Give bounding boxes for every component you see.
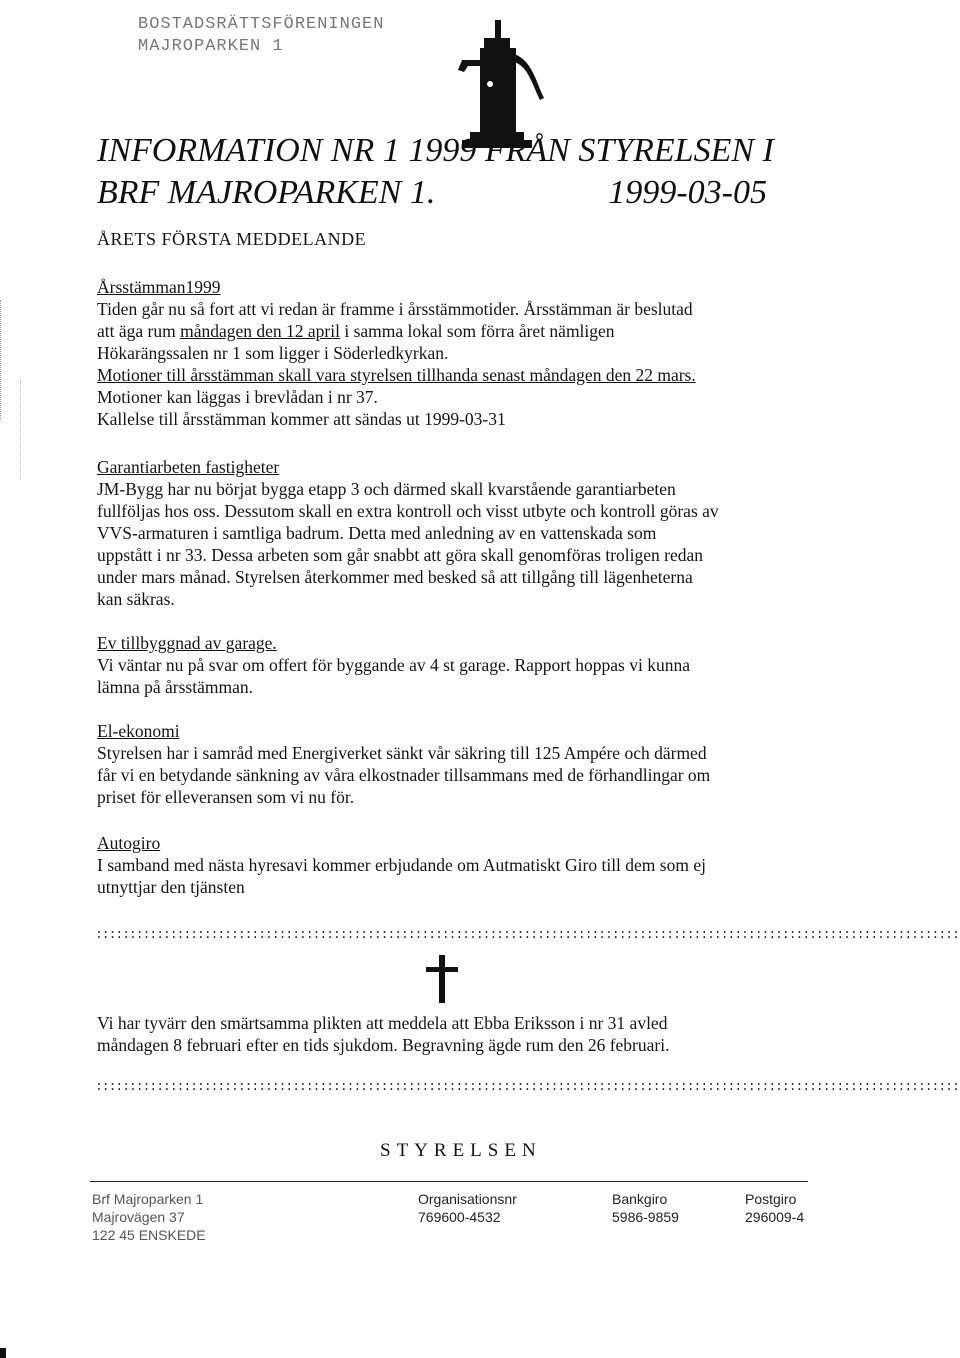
garage-line2: lämna på årsstämman. bbox=[97, 677, 253, 697]
postgiro-label: Postgiro bbox=[745, 1191, 797, 1207]
bankgiro-value: 5986-9859 bbox=[612, 1209, 679, 1225]
footer-address bbox=[92, 1190, 206, 1244]
title-line2: BRF MAJROPARKEN 1. bbox=[97, 174, 436, 211]
autogiro-line1: I samband med nästa hyresavi kommer erbjudande om Autmatiskt Giro till dem som ej bbox=[97, 855, 706, 875]
garage-heading: Ev tillbyggnad av garage. bbox=[97, 633, 277, 653]
org-number-value: 769600-4532 bbox=[418, 1209, 501, 1225]
el-line1: Styrelsen har i samråd med Energiverket sänkt vår säkring till 125 Ampére och därmed bbox=[97, 743, 707, 763]
signature: STYRELSEN bbox=[380, 1140, 542, 1161]
section-garage bbox=[97, 632, 837, 698]
arsstamman-line1: Tiden går nu så fort att vi redan är framme i årsstämmotider. Årsstämman är beslutad bbox=[97, 299, 693, 319]
autogiro-line2: utnyttjar den tjänsten bbox=[97, 877, 245, 897]
address-line3: 122 45 ENSKEDE bbox=[92, 1227, 206, 1243]
postgiro-value: 296009-4 bbox=[745, 1209, 805, 1225]
cross-icon bbox=[424, 955, 460, 1003]
garanti-line6: kan säkras. bbox=[97, 589, 175, 609]
el-line3: priset för elleveransen som vi nu för. bbox=[97, 787, 355, 807]
summons-date: Kallelse till årsstämman kommer att sändas ut 1999-03-31 bbox=[97, 409, 506, 429]
footer-postgiro bbox=[745, 1190, 804, 1226]
scan-corner-mark bbox=[0, 1348, 6, 1358]
motion-deadline: Motioner till årsstämman skall vara styrelsen tillhanda senast måndagen den 22 mars. bbox=[97, 365, 696, 385]
garanti-line5: under mars månad. Styrelsen återkommer med besked så att tillgång till lägenheterna bbox=[97, 567, 693, 587]
garanti-heading: Garantiarbeten fastigheter bbox=[97, 457, 280, 477]
document-title bbox=[97, 130, 797, 214]
scan-margin-mark bbox=[0, 300, 9, 420]
garanti-line2: fullföljas hos oss. Dessutom skall en extra kontroll och visst utbyte och kontroll göras av bbox=[97, 501, 719, 521]
el-heading: El-ekonomi bbox=[97, 721, 180, 741]
el-line2: får vi en betydande sänkning av våra elkostnader tillsammans med de förhandlingar om bbox=[97, 765, 711, 785]
title-line1: INFORMATION NR 1 1999 FRÅN STYRELSEN I bbox=[97, 132, 774, 169]
intro-heading: ÅRETS FÖRSTA MEDDELANDE bbox=[97, 229, 367, 249]
text-span: i samma lokal som förra året nämligen bbox=[339, 321, 615, 341]
garanti-line4: uppstått i nr 33. Dessa arbeten som går snabbt att göra skall genomföras troligen redan bbox=[97, 545, 704, 565]
autogiro-heading: Autogiro bbox=[97, 833, 161, 853]
org-header bbox=[138, 14, 384, 58]
section-autogiro bbox=[97, 832, 837, 898]
footer-bankgiro bbox=[612, 1190, 679, 1226]
org-name-line2: MAJROPARKEN 1 bbox=[138, 37, 284, 56]
footer-org-number bbox=[418, 1190, 517, 1226]
footer-divider bbox=[90, 1181, 808, 1182]
org-number-label: Organisationsnr bbox=[418, 1191, 517, 1207]
obituary-notice bbox=[97, 1012, 837, 1056]
arsstamman-line3: Hökarängssalen nr 1 som ligger i Söderledkyrkan. bbox=[97, 343, 449, 363]
address-line2: Majrovägen 37 bbox=[92, 1209, 185, 1225]
text-span: att äga rum bbox=[97, 321, 181, 341]
address-line1: Brf Majroparken 1 bbox=[92, 1191, 204, 1207]
obituary-line2: måndagen 8 februari efter en tids sjukdom. Begravning ägde rum den 26 februari. bbox=[97, 1035, 670, 1055]
section-el-ekonomi bbox=[97, 720, 837, 808]
obituary-line1: Vi har tyvärr den smärtsamma plikten att meddela att Ebba Eriksson i nr 31 avled bbox=[97, 1013, 668, 1033]
bankgiro-label: Bankgiro bbox=[612, 1191, 668, 1207]
garanti-line1: JM-Bygg har nu börjat bygga etapp 3 och därmed skall kvarstående garantiarbeten bbox=[97, 479, 676, 499]
dotted-separator-top: ::::::::::::::::::::::::::::::::::::::::::::::::::::::::::::::::::::::::::::::::::::::::::::::::::::::::::::::::::::::::::::::: bbox=[95, 927, 959, 942]
arsstamman-line2 bbox=[97, 320, 837, 342]
org-name-line1: BOSTADSRÄTTSFÖRENINGEN bbox=[138, 15, 385, 34]
section-arsstamman bbox=[97, 276, 837, 430]
garanti-line3: VVS-armaturen i samtliga badrum. Detta med anledning av en vattenskada som bbox=[97, 523, 657, 543]
arsstamman-heading: Årsstämman1999 bbox=[97, 277, 221, 297]
section-garanti bbox=[97, 456, 837, 610]
scan-margin-mark bbox=[20, 380, 29, 480]
motion-mailbox: Motioner kan läggas i brevlådan i nr 37. bbox=[97, 387, 378, 407]
meeting-date: måndagen den 12 april bbox=[180, 321, 340, 341]
garage-line1: Vi väntar nu på svar om offert för byggande av 4 st garage. Rapport hoppas vi kunna bbox=[97, 655, 690, 675]
document-date: 1999-03-05 bbox=[608, 174, 767, 211]
dotted-separator-bottom: ::::::::::::::::::::::::::::::::::::::::::::::::::::::::::::::::::::::::::::::::::::::::::::::::::::::::::::::::::::::::::::::: bbox=[95, 1079, 959, 1094]
